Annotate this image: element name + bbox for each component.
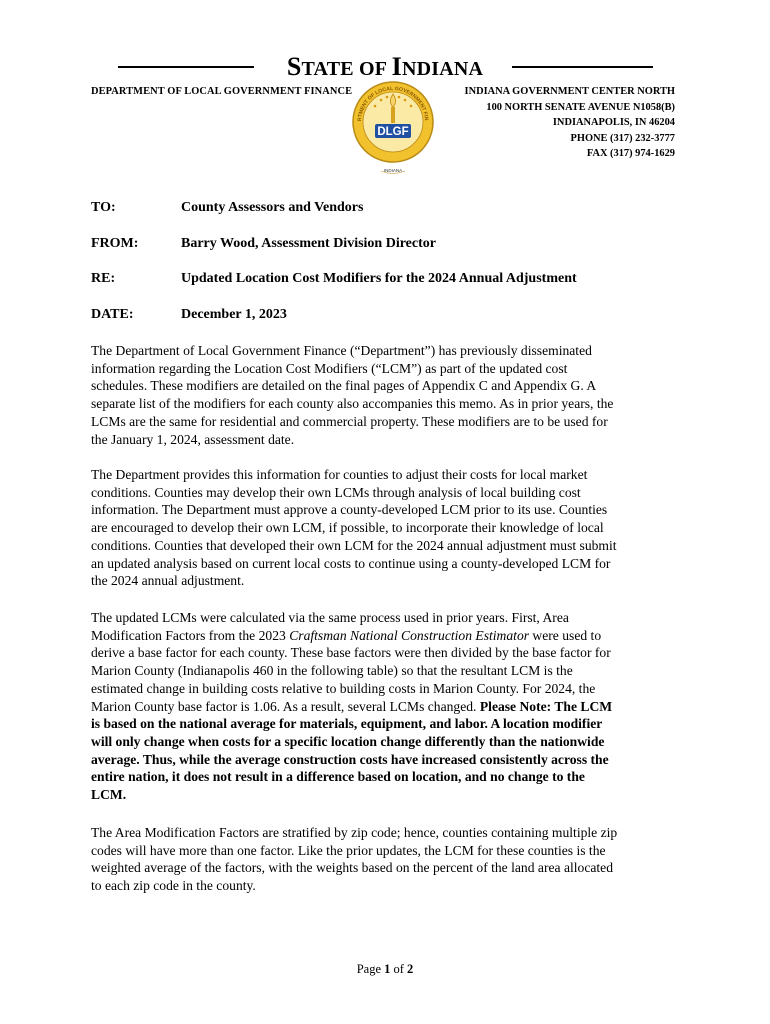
torch-icon <box>390 94 395 123</box>
paragraph-line: codes will have more than one factor. Like the prior updates, the LCM for these counties is the <box>91 842 606 858</box>
paragraph-line: to each zip code in the county. <box>91 878 256 894</box>
fax-line: FAX (317) 974-1629 <box>586 148 675 159</box>
paragraph-line: weighted average of the factors, with the weights based on the percent of the land area allocated <box>91 860 614 876</box>
paragraph-calculation <box>91 609 681 804</box>
paragraph-line: LCMs are the same for residential and commercial property. These modifiers are to be used for <box>91 413 608 429</box>
current-page: 1 <box>384 962 391 976</box>
publication-title: Craftsman National Construction Estimator <box>289 627 530 643</box>
paragraph-line: an updated analysis based on current local costs to continue using a county-developed LCM for <box>91 555 611 571</box>
phone-line: PHONE (317) 232-3777 <box>570 132 675 144</box>
paragraph-line: the January 1, 2024, assessment date. <box>91 431 295 447</box>
paragraph-line: The updated LCMs were calculated via the same process used in prior years. First, Area <box>91 610 569 625</box>
paragraph-line: The Area Modification Factors are stratified by zip code; hence, counties containing multiple zip <box>91 825 618 840</box>
page-number: Page 1 of 2 <box>356 962 414 976</box>
dlgf-seal-logo <box>351 76 435 180</box>
paragraph-line: conditions. Counties may develop their own LCMs through analysis of local building cost <box>91 484 581 500</box>
paragraph-line: are encouraged to develop their own LCM, if possible, to incorporate their knowledge of local <box>91 520 604 536</box>
paragraph-line: schedules. These modifiers are detailed on the final pages of Appendix C and Appendix G. A <box>91 378 597 394</box>
paragraph-zip-codes <box>91 824 681 895</box>
to-value: County Assessors and Vendors <box>181 200 364 215</box>
paragraph-line: the 2024 annual adjustment. <box>91 573 245 589</box>
address-line: INDIANA GOVERNMENT CENTER NORTH <box>464 86 675 97</box>
paragraph-line: separate list of the modifiers for each county also accompanies this memo. As in prior years, the <box>91 396 614 412</box>
paragraph-line: The Department of Local Government Finance (“Department”) has previously disseminated <box>91 343 592 358</box>
to-label: TO: <box>91 200 116 215</box>
paragraph-line: information regarding the Location Cost Modifiers (“LCM”) as part of the updated cost <box>91 360 568 376</box>
please-note-start: Please Note: The LCM <box>479 698 613 714</box>
please-note-line: is based on the national average for materials, equipment, and labor. A location modifier <box>91 716 603 732</box>
department-name: DEPARTMENT OF LOCAL GOVERNMENT FINANCE <box>91 86 353 97</box>
paragraph-line: Marion County (Indianapolis 460 in the following table) so that the resultant LCM is the <box>91 663 573 679</box>
seal-ring-text: RTMENT OF LOCAL GOVERNMENT FIN <box>356 85 430 122</box>
date-value: December 1, 2023 <box>181 307 287 322</box>
paragraph-line: Marion County base factor is 1.06. As a result, several LCMs changed. Please Note: The LCM <box>91 698 613 714</box>
paragraph-line: conditions. Counties that developed their own LCM for the 2024 annual adjustment must submit <box>91 537 617 553</box>
re-value: Updated Location Cost Modifiers for the 2024 Annual Adjustment <box>181 271 577 286</box>
paragraph-line: The Department provides this information for counties to adjust their costs for local market <box>91 467 588 482</box>
please-note-line: will only change when costs for a specific location change differently than the nationwide <box>91 733 605 749</box>
paragraph-line: Modification Factors from the 2023 Craftsman National Construction Estimator were used to <box>91 627 602 643</box>
please-note-line: average. Thus, while the average construction costs have increased consistently across the <box>91 751 609 767</box>
seal-acronym: DLGF <box>377 126 409 138</box>
date-label: DATE: <box>91 307 134 322</box>
paragraph-line: derive a base factor for each county. These base factors were then divided by the base factor for <box>91 645 611 661</box>
paragraph-line: estimated change in building costs relative to building costs in Marion County. For 2024, the <box>91 680 596 696</box>
address-line: INDIANAPOLIS, IN 46204 <box>552 117 675 128</box>
paragraph-line: information. The Department must approve a county-developed LCM prior to its use. Counties <box>91 502 608 518</box>
address-line: 100 NORTH SENATE AVENUE N1058(B) <box>486 101 675 113</box>
from-value: Barry Wood, Assessment Division Director <box>181 236 436 251</box>
address-block <box>465 84 675 162</box>
paragraph-intro <box>91 342 681 448</box>
from-label: FROM: <box>91 236 139 251</box>
seal-state-text: INDIANA <box>383 168 403 173</box>
state-title: STATE OF INDIANA <box>286 52 484 81</box>
paragraph-county-development <box>91 466 681 590</box>
please-note-line: entire nation, it does not result in a difference based on location, and no change to the <box>91 769 585 785</box>
re-label: RE: <box>91 271 116 286</box>
please-note-line: LCM. <box>91 787 127 803</box>
total-pages: 2 <box>407 962 414 976</box>
